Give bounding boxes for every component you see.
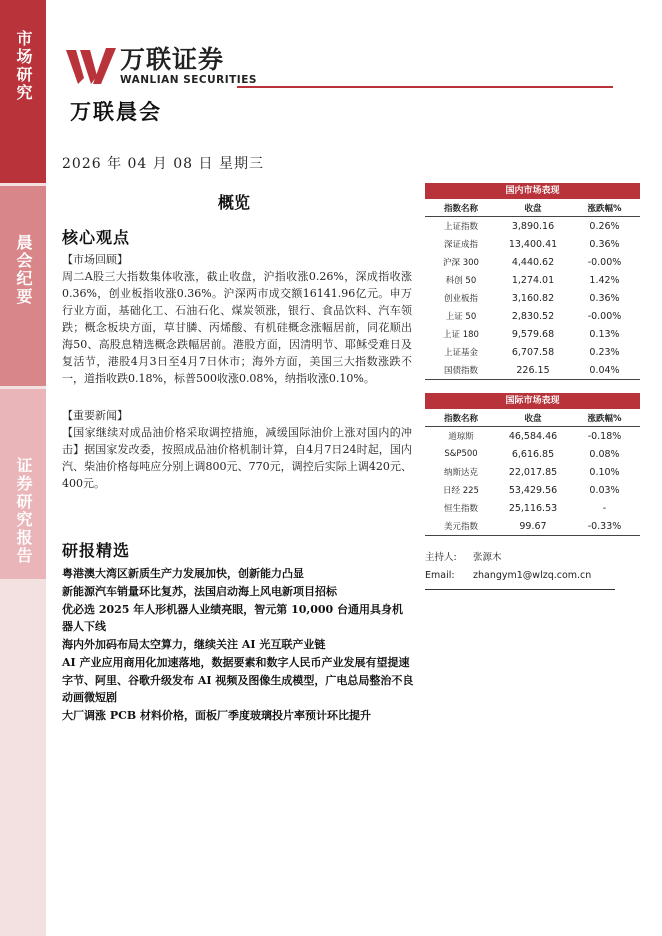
index-name: S&P500: [444, 449, 478, 459]
international-market-grid: [425, 409, 640, 535]
index-name: 上证 180: [443, 330, 479, 340]
market-review-tag: 【市场回顾】: [62, 253, 128, 266]
table-header-row: [425, 409, 640, 427]
column-header-index: 指数名称: [425, 199, 497, 217]
report-title: 万联晨会: [70, 99, 162, 124]
index-name: 道琼斯: [448, 432, 474, 442]
research-picks-heading: 研报精选: [62, 541, 131, 560]
sidebar-label-morning-notes: 晨会纪要: [14, 234, 33, 306]
email-line: [425, 567, 591, 585]
research-pick-item[interactable]: 新能源汽车销量环比复苏，法国启动海上风电新项目招标: [62, 585, 337, 598]
header-divider: [237, 86, 613, 88]
important-news-tag: 【重要新闻】: [62, 409, 128, 422]
table-row: [425, 427, 640, 446]
sidebar-label-research-report: 证券研究报告: [14, 457, 33, 565]
change-value: 0.36%: [589, 292, 620, 304]
table-row: [425, 361, 640, 379]
change-value: 0.04%: [589, 364, 620, 376]
company-logo: [66, 44, 257, 88]
table-row: [425, 517, 640, 535]
column-header-change: 涨跌幅%: [569, 199, 640, 217]
change-value: 0.08%: [589, 448, 620, 460]
sidebar-section-morning-notes: [0, 186, 46, 386]
close-value: 4,440.62: [511, 256, 555, 268]
change-value: 0.36%: [589, 238, 620, 250]
close-value: 25,116.53: [508, 502, 558, 514]
index-name: 日经 225: [443, 486, 479, 496]
change-value: 0.03%: [589, 484, 620, 496]
close-value: 6,707.58: [511, 346, 555, 358]
index-name: 科创 50: [445, 276, 477, 286]
overview-heading: 概览: [218, 193, 251, 212]
research-pick-item[interactable]: 字节、阿里、谷歌升级发布 AI 视频及图像生成模型，广电总局整治不良动画微短剧: [62, 674, 414, 704]
close-value: 99.67: [519, 520, 547, 532]
change-value: -0.33%: [587, 520, 622, 532]
table-row: [425, 463, 640, 481]
sidebar-section-market-research: [0, 0, 46, 183]
email-label: Email:: [425, 570, 455, 581]
sidebar-label-market-research: 市场研究: [14, 30, 33, 102]
international-market-table: [425, 393, 640, 536]
logo-english-name: WANLIAN SECURITIES: [120, 74, 257, 86]
close-value: 3,890.16: [511, 220, 555, 232]
table-row: [425, 307, 640, 325]
domestic-market-grid: [425, 199, 640, 379]
wanlian-logo-icon: [66, 44, 116, 88]
table-bottom-rule: [425, 379, 640, 380]
index-name: 纳斯达克: [443, 468, 478, 478]
close-value: 3,160.82: [511, 292, 555, 304]
table-header-row: [425, 199, 640, 217]
close-value: 226.15: [516, 364, 550, 376]
research-pick-item[interactable]: 大厂调涨 PCB 材料价格，面板厂季度玻璃投片率预计环比提升: [62, 709, 371, 722]
table-row: [425, 343, 640, 361]
index-name: 美元指数: [443, 522, 478, 532]
index-name: 上证指数: [443, 222, 478, 232]
index-name: 深证成指: [443, 240, 478, 250]
table-row: [425, 325, 640, 343]
change-value: -: [602, 502, 607, 514]
international-market-title: 国际市场表现: [425, 393, 640, 409]
table-bottom-rule: [425, 535, 640, 536]
index-name: 恒生指数: [443, 504, 478, 514]
close-value: 9,579.68: [511, 328, 555, 340]
sidebar-section-research-report: [0, 389, 46, 579]
research-picks-list: [62, 565, 414, 725]
table-row: [425, 481, 640, 499]
close-value: 13,400.41: [508, 238, 558, 250]
table-row: [425, 271, 640, 289]
host-line: [425, 549, 591, 567]
table-row: [425, 499, 640, 517]
sidebar: [0, 0, 46, 936]
table-row: [425, 235, 640, 253]
column-header-close: 收盘: [497, 199, 569, 217]
core-views-heading: 核心观点: [62, 228, 131, 247]
column-header-close: 收盘: [497, 409, 569, 427]
logo-chinese-name: 万联证券: [120, 45, 225, 74]
change-value: 0.13%: [589, 328, 620, 340]
report-date: 2026 年 04 月 08 日 星期三: [62, 156, 264, 172]
email-link[interactable]: zhangym1@wlzq.com.cn: [473, 570, 592, 581]
close-value: 6,616.85: [511, 448, 555, 460]
research-pick-item[interactable]: 优必选 2025 年人形机器人业绩亮眼，智元第 10,000 台通用具身机器人下线: [62, 603, 404, 633]
table-row: [425, 217, 640, 236]
table-row: [425, 289, 640, 307]
research-pick-item[interactable]: 粤港澳大湾区新质生产力发展加快，创新能力凸显: [62, 567, 304, 580]
change-value: 0.23%: [589, 346, 620, 358]
domestic-market-table: [425, 183, 640, 380]
change-value: -0.00%: [587, 310, 622, 322]
index-name: 国债指数: [443, 366, 478, 376]
market-review-text: 周二A股三大指数集体收涨，截止收盘，沪指收涨0.26%，深成指收涨0.36%，创业板指收涨0.36%。沪深两市成交额16141.96亿元。申万行业方面，基础化工、石油石化、煤炭领涨，银行、食品饮料、汽车领跌；概念板块方面，草甘膦、丙烯酸、有机硅概念涨幅居前，同花顺出海50、高股息精选概念跌幅居前。港股方面，因清明节、耶稣受难日及复活节，港股4月3日至4月7日休市；海外方面，美国三大指数涨跌不一，道指收跌0.18%，标普500收涨0.08%，纳指收涨0.10%。: [62, 270, 412, 385]
index-name: 上证基金: [443, 348, 478, 358]
research-pick-item[interactable]: AI 产业应用商用化加速落地，数据要素和数字人民币产业发展有望提速: [62, 656, 410, 669]
table-row: [425, 445, 640, 463]
change-value: 0.10%: [589, 466, 620, 478]
change-value: 1.42%: [589, 274, 620, 286]
table-row: [425, 253, 640, 271]
column-header-change: 涨跌幅%: [569, 409, 640, 427]
research-pick-item[interactable]: 海内外加码布局太空算力，继续关注 AI 光互联产业链: [62, 638, 326, 651]
close-value: 1,274.01: [511, 274, 555, 286]
close-value: 53,429.56: [508, 484, 558, 496]
change-value: -0.00%: [587, 256, 622, 268]
close-value: 2,830.52: [511, 310, 555, 322]
contact-block: [425, 549, 591, 585]
change-value: 0.26%: [589, 220, 620, 232]
index-name: 创业板指: [443, 294, 478, 304]
host-label: 主持人:: [425, 552, 457, 563]
column-header-index: 指数名称: [425, 409, 497, 427]
close-value: 22,017.85: [508, 466, 558, 478]
change-value: -0.18%: [587, 430, 622, 442]
index-name: 沪深 300: [443, 258, 479, 268]
domestic-market-title: 国内市场表现: [425, 183, 640, 199]
important-news-text: 【国家继续对成品油价格采取调控措施，减缓国际油价上涨对国内的冲击】据国家发改委，按照成品油价格机制计算，自4月7日24时起，国内汽、柴油价格每吨应分别上调800元、770元，调控后实际上调420元、400元。: [62, 426, 412, 490]
close-value: 46,584.46: [508, 430, 558, 442]
host-name: 张源木: [473, 552, 502, 563]
index-name: 上证 50: [445, 312, 477, 322]
contact-divider: [425, 589, 615, 590]
